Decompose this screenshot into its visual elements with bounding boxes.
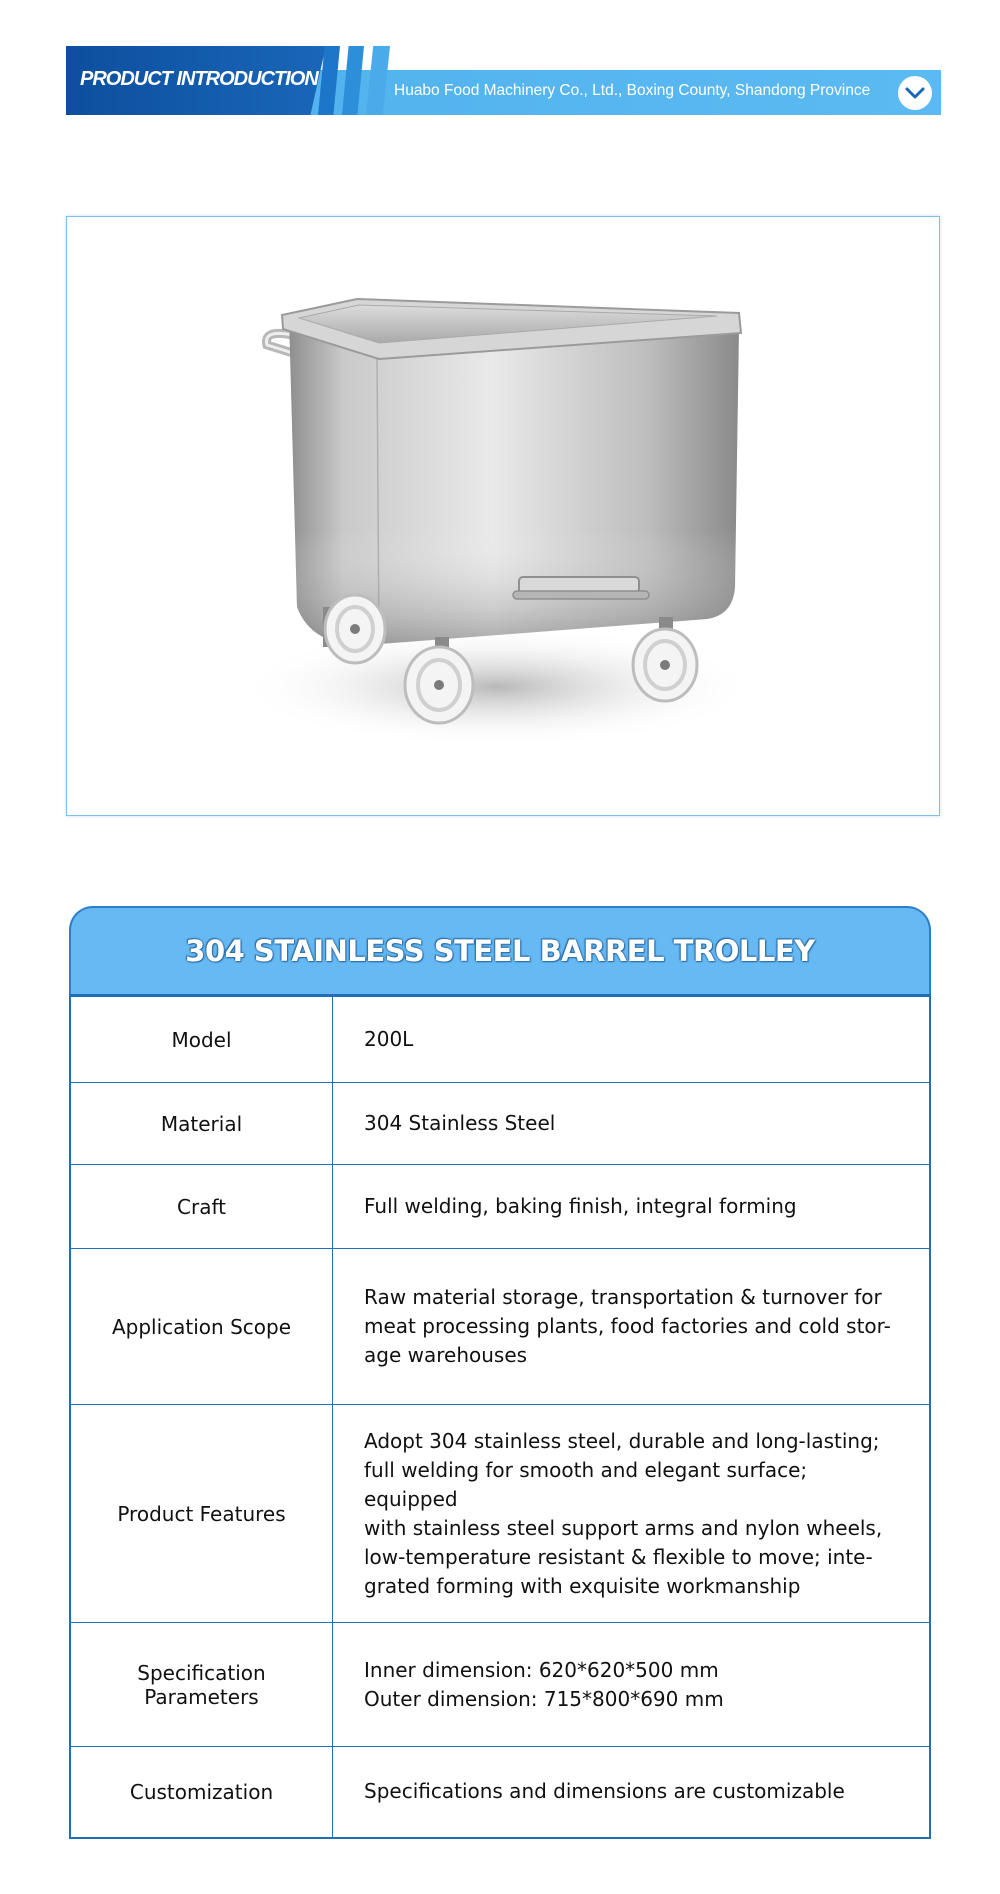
spec-value bbox=[333, 1405, 931, 1623]
spec-value-line: full welding for smooth and elegant surface; equipped bbox=[364, 1457, 808, 1511]
spec-key bbox=[70, 996, 333, 1083]
spec-key-line: Application Scope bbox=[111, 1314, 292, 1339]
stainless-steel-barrel-trolley-icon bbox=[67, 217, 939, 815]
spec-value bbox=[333, 996, 931, 1083]
spec-value-line: Full welding, baking finish, integral forming bbox=[364, 1194, 797, 1218]
spec-table bbox=[69, 994, 931, 1839]
spec-value bbox=[333, 1083, 931, 1165]
spec-value-line: 200L bbox=[364, 1027, 414, 1051]
spec-key bbox=[70, 1165, 333, 1249]
spec-value bbox=[333, 1747, 931, 1838]
product-image-frame bbox=[66, 216, 940, 816]
spec-value-line: Inner dimension: 620*620*500 mm bbox=[364, 1657, 719, 1682]
spec-key-line: Material bbox=[160, 1111, 243, 1136]
spec-value-line: low-temperature resistant & flexible to move; inte- bbox=[364, 1544, 873, 1569]
company-name: Huabo Food Machinery Co., Ltd., Boxing County, Shandong Province bbox=[394, 82, 871, 99]
spec-value-line: Outer dimension: 715*800*690 mm bbox=[364, 1686, 724, 1711]
chevron-down-icon[interactable] bbox=[898, 76, 932, 110]
spec-row bbox=[70, 1747, 930, 1838]
spec-key-line: Specification bbox=[137, 1660, 266, 1685]
spec-key-line: Customization bbox=[129, 1779, 274, 1804]
spec-row bbox=[70, 1249, 930, 1405]
spec-header bbox=[69, 906, 931, 994]
wheel bbox=[633, 629, 697, 701]
spec-value bbox=[333, 1249, 931, 1405]
banner-title: PRODUCT INTRODUCTION bbox=[80, 68, 318, 90]
spec-key bbox=[70, 1405, 333, 1623]
spec-row bbox=[70, 1083, 930, 1165]
spec-value-line: meat processing plants, food factories and cold stor- bbox=[364, 1314, 891, 1338]
spec-key-line: Craft bbox=[177, 1194, 226, 1219]
spec-row bbox=[70, 996, 930, 1083]
spec-row bbox=[70, 1405, 930, 1623]
spec-value-line: Raw material storage, transportation & turnover for bbox=[364, 1285, 882, 1309]
spec-key bbox=[70, 1623, 333, 1747]
spec-key-line: Product Features bbox=[117, 1501, 286, 1526]
spec-value-line: grated forming with exquisite workmanship bbox=[364, 1573, 801, 1598]
spec-value-line: age warehouses bbox=[364, 1343, 528, 1367]
spec-key bbox=[70, 1747, 333, 1838]
spec-value bbox=[333, 1165, 931, 1249]
spec-card bbox=[69, 906, 931, 1839]
spec-value-line: 304 Stainless Steel bbox=[364, 1111, 556, 1135]
spec-row bbox=[70, 1623, 930, 1747]
spec-key bbox=[70, 1249, 333, 1405]
wheel bbox=[405, 647, 473, 723]
wheel bbox=[325, 595, 385, 663]
spec-value-line: Specifications and dimensions are customizable bbox=[364, 1779, 845, 1804]
spec-value bbox=[333, 1623, 931, 1747]
spec-value-line: Adopt 304 stainless steel, durable and long-lasting; bbox=[364, 1428, 880, 1453]
spec-title: 304 STAINLESS STEEL BARREL TROLLEY bbox=[185, 934, 815, 968]
spec-key bbox=[70, 1083, 333, 1165]
spec-value-line: with stainless steel support arms and nylon wheels, bbox=[364, 1515, 883, 1540]
header-banner bbox=[66, 46, 941, 115]
spec-key-line: Model bbox=[171, 1027, 232, 1052]
spec-key-line: Parameters bbox=[144, 1684, 259, 1709]
spec-row bbox=[70, 1165, 930, 1249]
